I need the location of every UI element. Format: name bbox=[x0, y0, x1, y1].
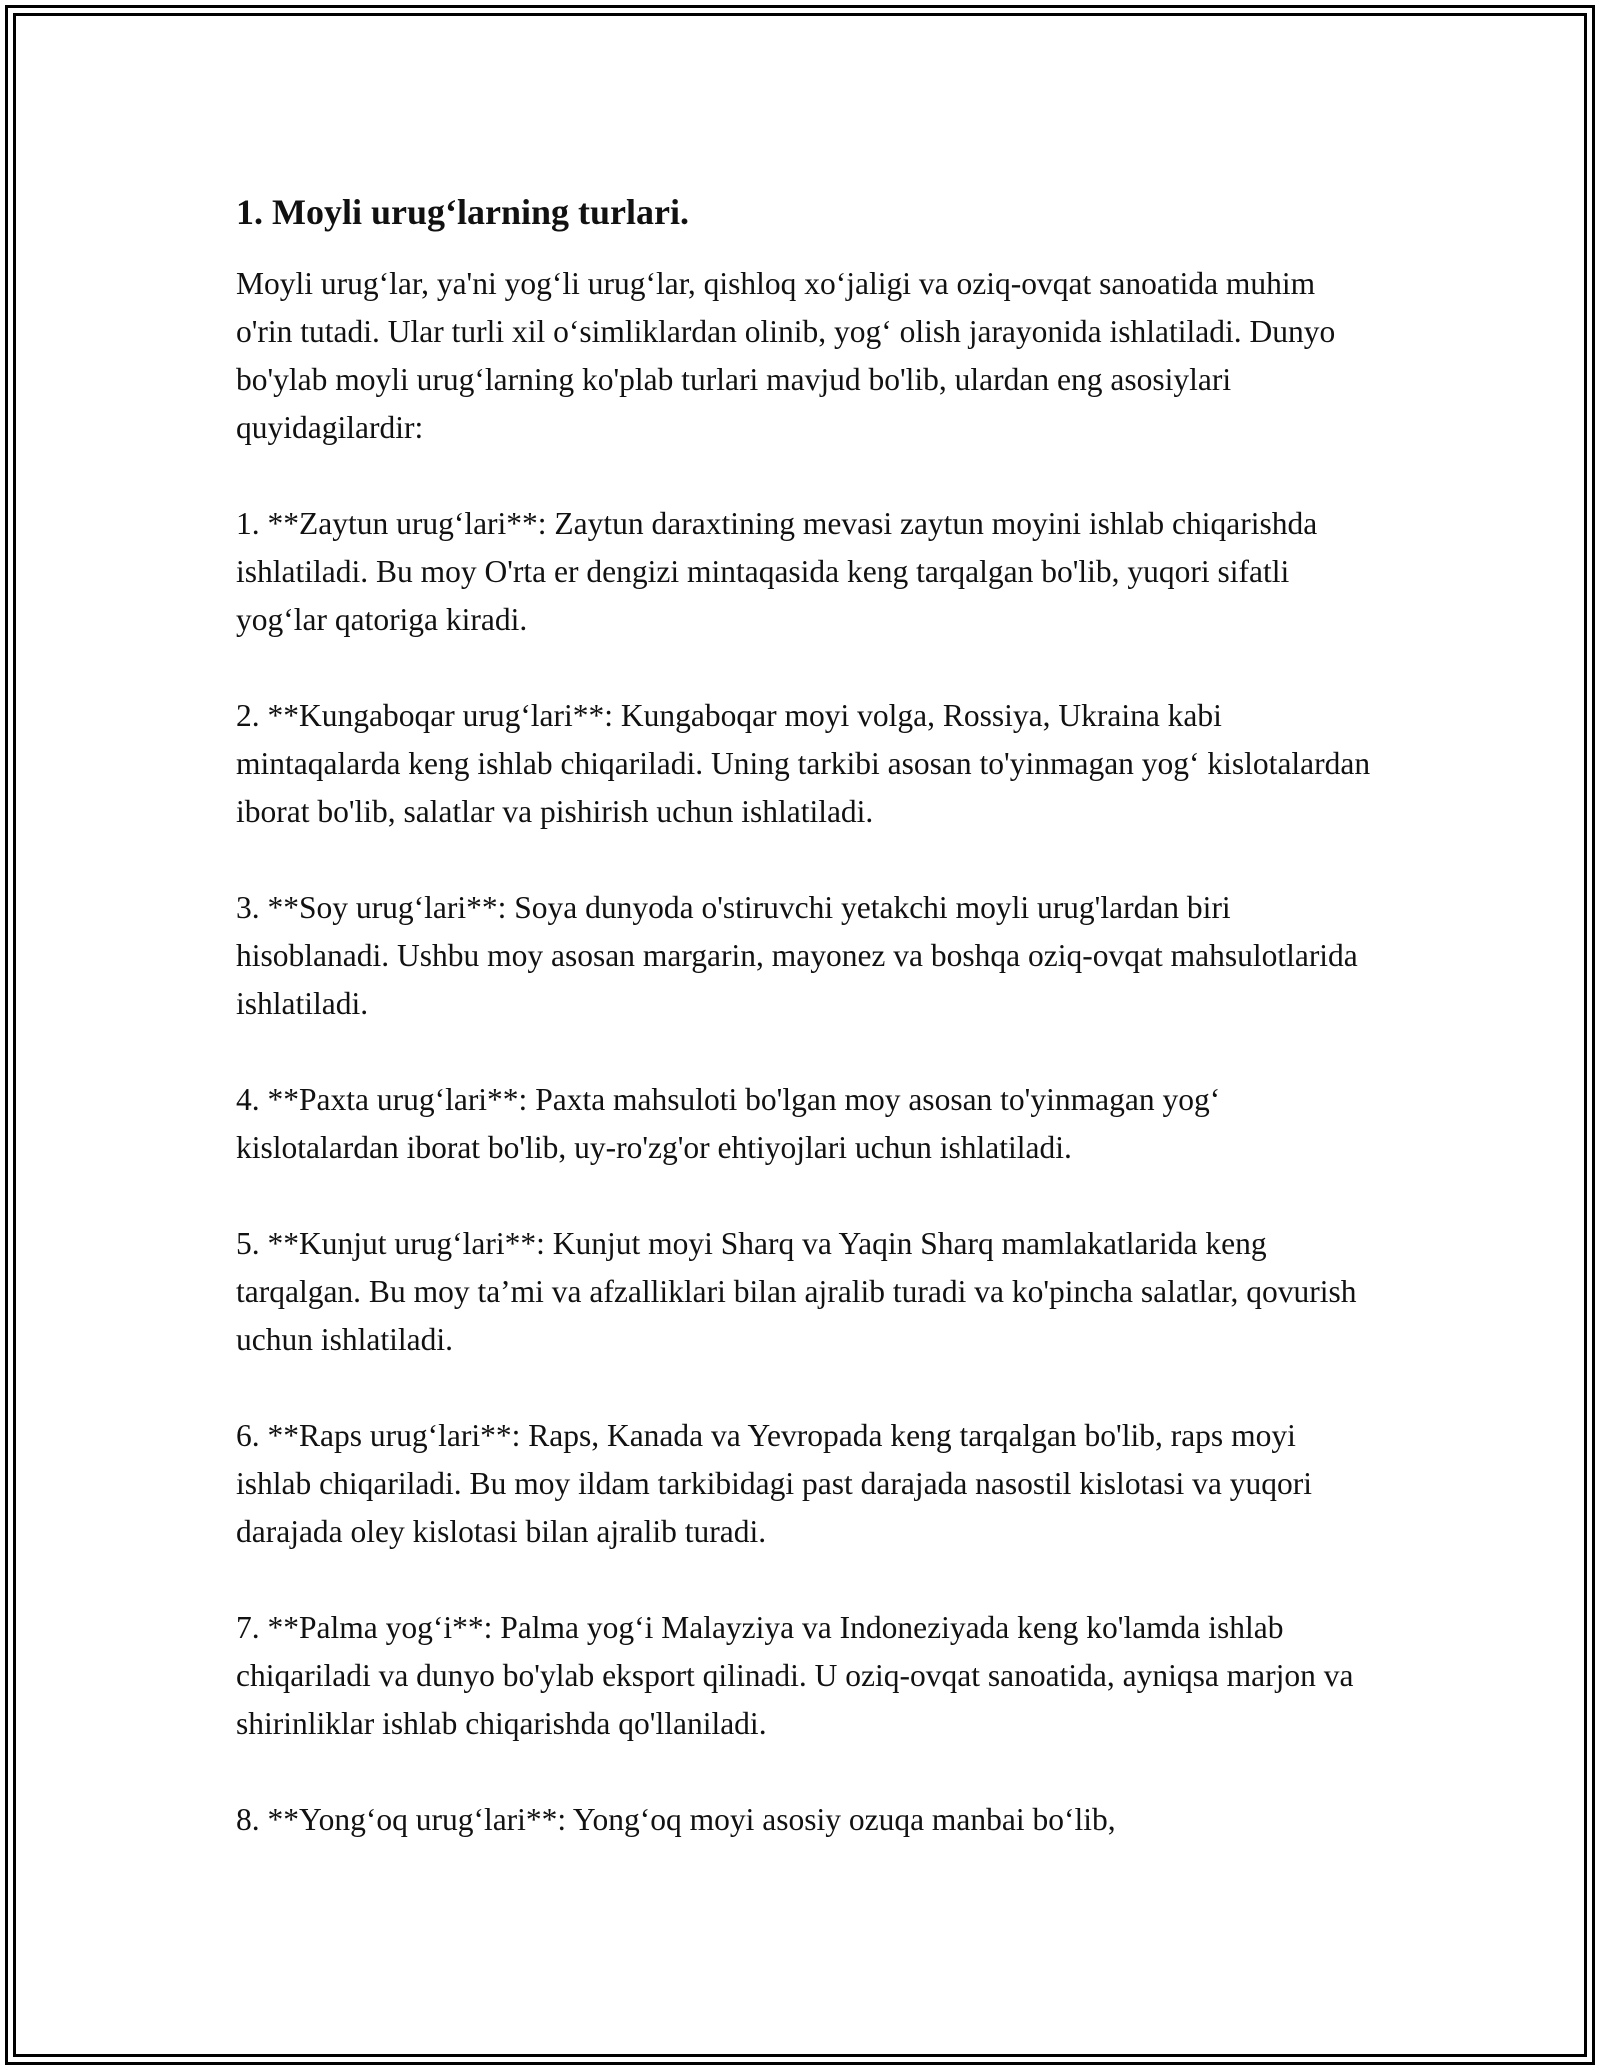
document-body bbox=[236, 188, 1376, 1844]
list-item-walnut: 8. **Yong‘oq urug‘lari**: Yong‘oq moyi asosiy ozuqa manbai bo‘lib, bbox=[236, 1802, 1116, 1837]
list-item-sunflower: 2. **Kungaboqar urug‘lari**: Kungaboqar moyi volga, Rossiya, Ukraina kabi mintaqalarda keng ishlab chiqariladi. Uning tarkibi asosan to'yinmagan yog‘ kislotalardan iborat bo'lib, salatlar va pishirish uchun ishlatiladi. bbox=[236, 698, 1371, 829]
section-heading: 1. Moyli urug‘larning turlari. bbox=[236, 192, 689, 232]
list-item-rapeseed: 6. **Raps urug‘lari**: Raps, Kanada va Yevropada keng tarqalgan bo'lib, raps moyi ishlab chiqariladi. Bu moy ildam tarkibidagi past darajada nasostil kislotasi va yuqori darajada oley kislotasi bilan ajralib turadi. bbox=[236, 1418, 1313, 1549]
list-item-sesame: 5. **Kunjut urug‘lari**: Kunjut moyi Sharq va Yaqin Sharq mamlakatlarida keng tarqalgan. Bu moy ta’mi va afzalliklari bilan ajralib turadi va ko'pincha salatlar, qovurish uchun ishlatiladi. bbox=[236, 1226, 1357, 1357]
list-item-soy: 3. **Soy urug‘lari**: Soya dunyoda o'stiruvchi yetakchi moyli urug'lardan biri hisoblanadi. Ushbu moy asosan margarin, mayonez va boshqa oziq-ovqat mahsulotlarida ishlatiladi. bbox=[236, 890, 1358, 1021]
list-item-palm: 7. **Palma yog‘i**: Palma yog‘i Malayziya va Indoneziyada keng ko'lamda ishlab chiqariladi va dunyo bo'ylab eksport qilinadi. U oziq-ovqat sanoatida, ayniqsa marjon va shirinliklar ishlab chiqarishda qo'llaniladi. bbox=[236, 1610, 1354, 1741]
intro-paragraph: Moyli urug‘lar, ya'ni yog‘li urug‘lar, qishloq xo‘jaligi va oziq-ovqat sanoatida muhim o'rin tutadi. Ular turli xil o‘simliklardan olinib, yog‘ olish jarayonida ishlatiladi. Dunyo bo'ylab moyli urug‘larning ko'plab turlari mavjud bo'lib, ulardan eng asosiylari quyidagilardir: bbox=[236, 266, 1336, 445]
list-item-olive: 1. **Zaytun urug‘lari**: Zaytun daraxtining mevasi zaytun moyini ishlab chiqarishda ishlatiladi. Bu moy O'rta er dengizi mintaqasida keng tarqalgan bo'lib, yuqori sifatli yog‘lar qatoriga kiradi. bbox=[236, 506, 1318, 637]
list-item-cotton: 4. **Paxta urug‘lari**: Paxta mahsuloti bo'lgan moy asosan to'yinmagan yog‘ kislotalardan iborat bo'lib, uy-ro'zg'or ehtiyojlari uchun ishlatiladi. bbox=[236, 1082, 1221, 1165]
